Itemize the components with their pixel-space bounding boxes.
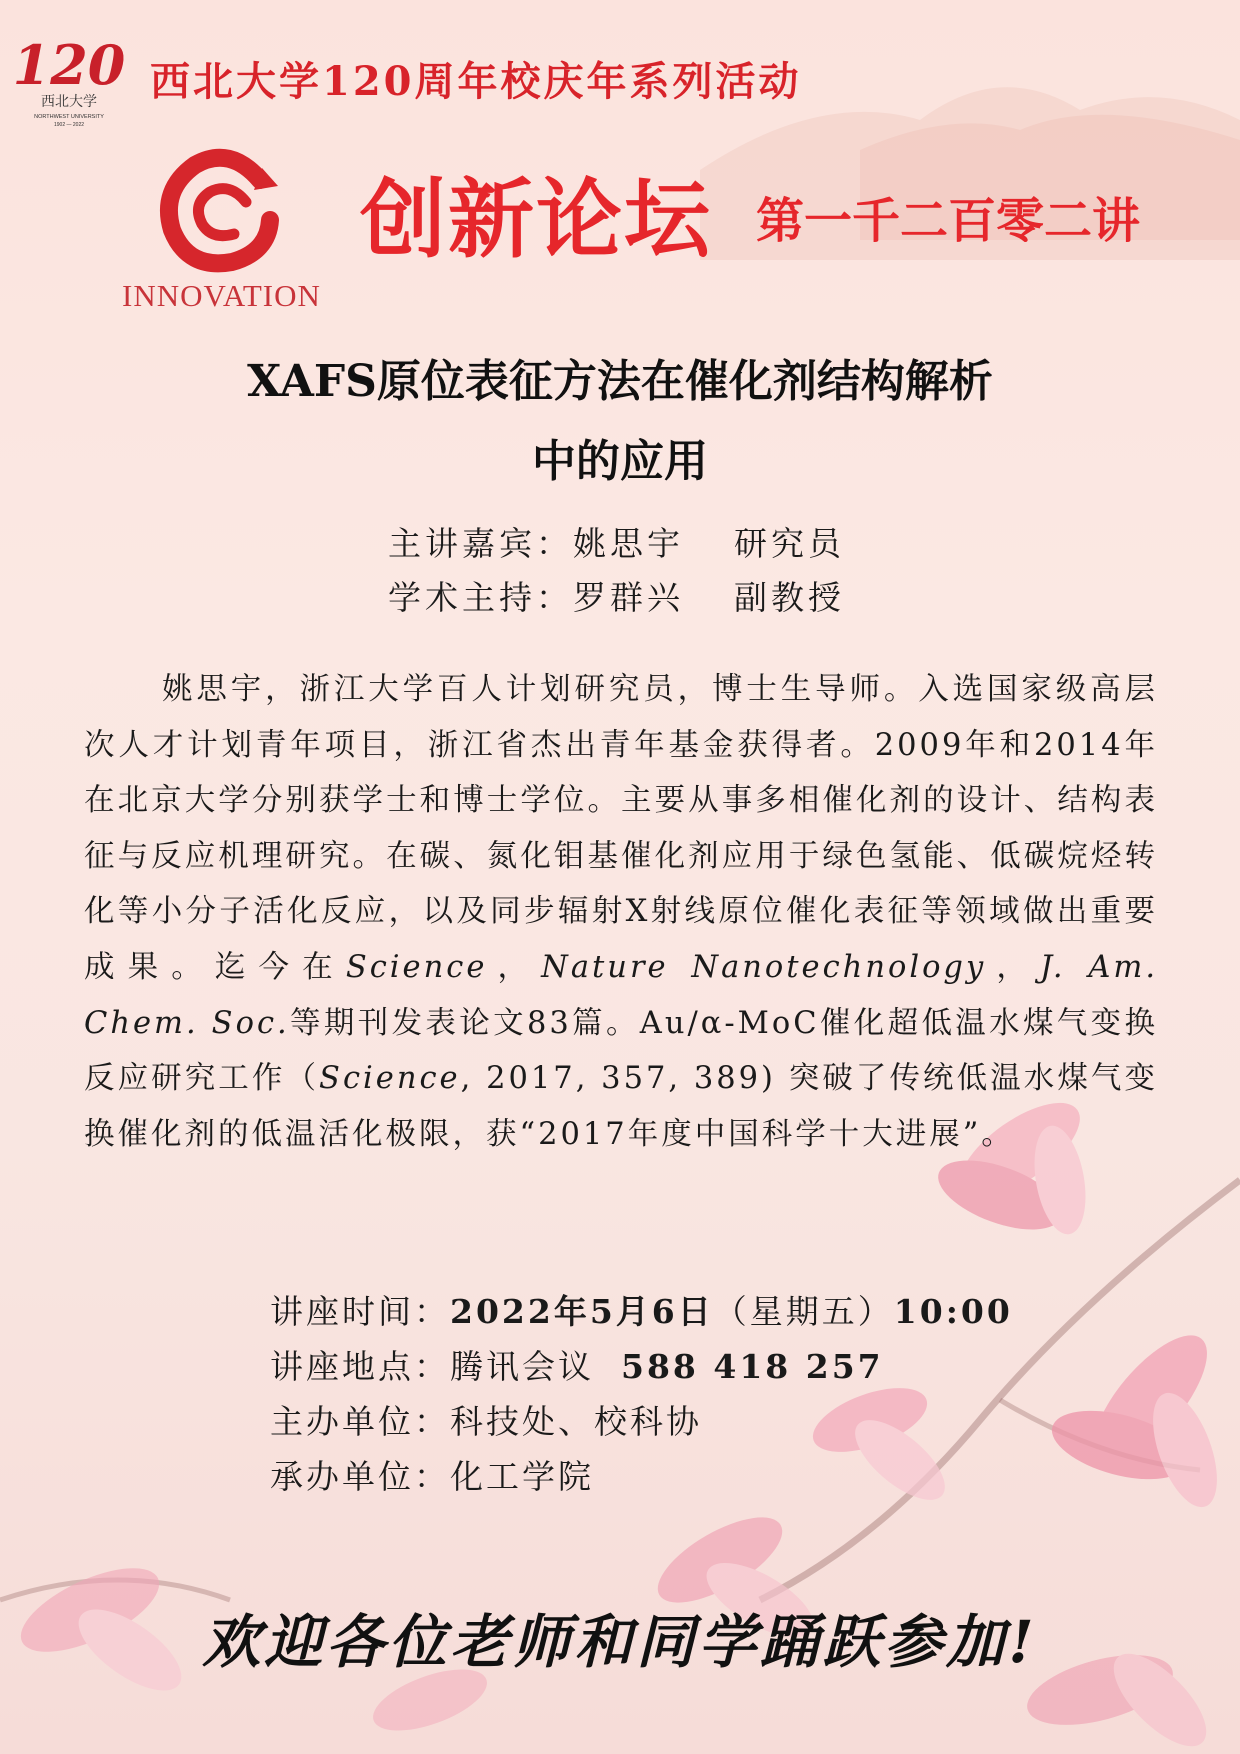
place-value: 腾讯会议 <box>450 1347 594 1386</box>
journal-jacs: J. Am. Chem. Soc. <box>84 949 1159 1041</box>
anniversary-title: 西北大学120周年校庆年系列活动 <box>150 58 802 105</box>
magnolia-blossom <box>1045 1318 1230 1515</box>
innovation-wordmark: INNOVATION <box>122 278 321 313</box>
organizer-value: 科技处、校科协 <box>450 1402 702 1441</box>
bio-text-1: 姚思宇，浙江大学百人计划研究员，博士生导师。入选国家级高层次人才计划青年项目，浙江省杰出青年基金获得者。2009年和2014年在北京大学分别获学士和博士学位。主要从事多相催化剂的设计、结构表征与反应机理研究。在碳、氮化钼基催化剂应用于绿色氢能、低碳烷烃转化等小分子活化反应，以及同步辐射X射线原位催化表征等领域做出重要成果。迄今在 <box>84 672 1158 985</box>
organizer-label: 主办单位： <box>270 1402 450 1441</box>
speaker-label: 主讲嘉宾： <box>388 524 573 563</box>
talk-title-line1: XAFS原位表征方法在催化剂结构解析 <box>247 356 993 407</box>
innovation-swirl-icon <box>150 140 290 280</box>
bio-text-3: , 2017, 357, 389) 突破了传统低温水煤气变换催化剂的低温活化极限，获“2017年度中国科学十大进展”。 <box>84 1061 1158 1152</box>
anniversary-logo-school: 西北大学 <box>41 94 97 110</box>
welcome-message: 欢迎各位老师和同学踊跃参加! <box>202 1608 1038 1676</box>
time-date: 2022年5月6日 <box>450 1292 714 1331</box>
place-label: 讲座地点： <box>270 1347 450 1386</box>
speaker-title: 研究员 <box>734 524 845 563</box>
time-weekday: （星期五） <box>713 1292 894 1331</box>
host-title: 副教授 <box>734 578 845 617</box>
bio-sep-2: ， <box>986 949 1040 985</box>
bio-sep-1: ， <box>487 949 542 985</box>
speaker-biography <box>84 662 1158 1162</box>
host-row <box>388 572 845 619</box>
time-clock: 10:00 <box>893 1292 1013 1331</box>
anniversary-logo-number: 120 <box>12 33 126 97</box>
anniversary-logo-en: NORTHWEST UNIVERSITY <box>34 114 104 120</box>
undertaker-label: 承办单位： <box>270 1457 450 1496</box>
journal-science: Science <box>345 949 488 985</box>
organizer-row <box>270 1396 702 1443</box>
undertaker-value: 化工学院 <box>450 1457 594 1496</box>
journal-nature-nanotechnology: Nature Nanotechnology <box>541 949 987 985</box>
undertaker-row <box>270 1451 594 1498</box>
time-label: 讲座时间： <box>270 1292 450 1331</box>
host-label: 学术主持： <box>388 578 573 617</box>
anniversary-logo <box>12 22 126 134</box>
lecture-time-row <box>270 1286 1013 1333</box>
talk-title <box>150 342 1090 502</box>
talk-title-line2: 中的应用 <box>532 436 708 487</box>
speaker-row <box>388 518 845 565</box>
host-name: 罗群兴 <box>573 578 684 617</box>
bio-text-2: 等期刊发表论文83篇。Au/α-MoC催化超低温水煤气变换反应研究工作（ <box>84 1005 1158 1097</box>
anniversary-logo-years: 1902 — 2022 <box>53 122 85 128</box>
magnolia-blossom <box>805 1375 958 1514</box>
lecture-number: 第一千二百零二讲 <box>756 193 1141 249</box>
forum-name: 创新论坛 <box>360 170 712 270</box>
speaker-name: 姚思宇 <box>573 524 684 563</box>
meeting-id: 588 418 257 <box>620 1347 884 1386</box>
journal-science-citation: Science <box>319 1061 461 1097</box>
lecture-place-row <box>270 1341 884 1388</box>
